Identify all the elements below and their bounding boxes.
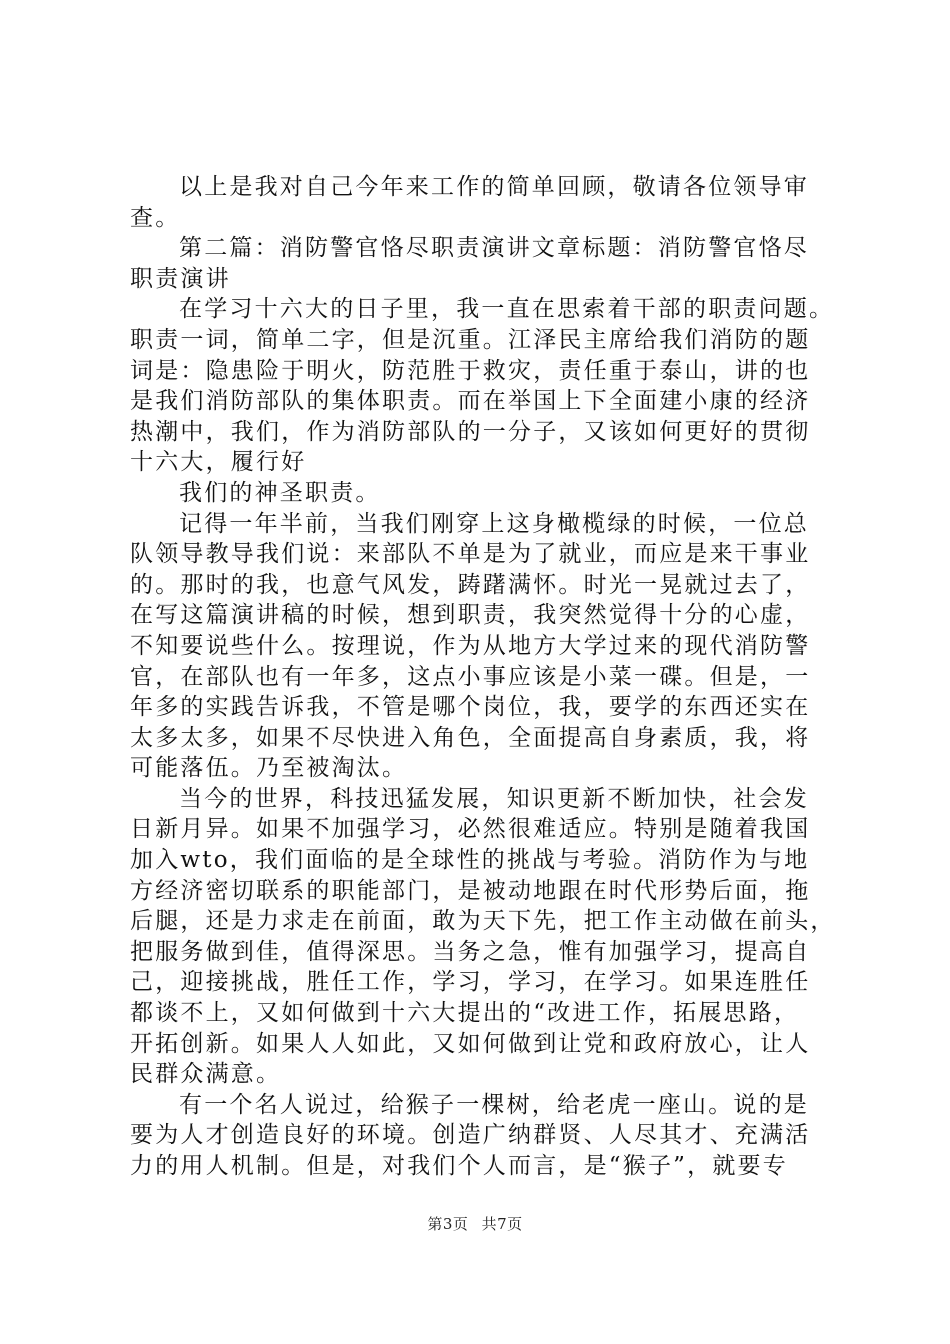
text-line: 职责一词，简单二字，但是沉重。江泽民主席给我们消防的题 [130,326,811,353]
text-line: 年多的实践告诉我，不管是哪个岗位，我，要学的东西还实在 [130,694,811,721]
text-line: 队领导教导我们说：来部队不单是为了就业，而应是来干事业 [130,541,811,568]
text-line: 当今的世界，科技迅猛发展，知识更新不断加快，社会发 [179,785,809,812]
text-line: 职责演讲 [130,265,231,292]
text-line: 己，迎接挑战，胜任工作，学习，学习，在学习。如果连胜任 [130,969,811,996]
text-line: 不知要说些什么。按理说，作为从地方大学过来的现代消防警 [130,632,811,659]
text-line: 是我们消防部队的集体职责。而在举国上下全面建小康的经济 [130,388,811,415]
text-line: 我们的神圣职责。 [179,479,381,506]
text-line: 第二篇：消防警官恪尽职责演讲文章标题：消防警官恪尽 [179,235,809,262]
text-line: 太多太多，如果不尽快进入角色，全面提高自身素质，我，将 [130,724,811,751]
text-line: 在写这篇演讲稿的时候，想到职责，我突然觉得十分的心虚， [130,602,811,629]
document-body [130,172,835,1182]
text-line: 开拓创新。如果人人如此，又如何做到让党和政府放心，让人 [130,1030,811,1057]
text-line: 可能落伍。乃至被淘汰。 [130,755,408,782]
text-line: 民群众满意。 [130,1061,282,1088]
text-line: 把服务做到佳，值得深思。当务之急，惟有加强学习，提高自 [130,938,811,965]
text-line: 力的用人机制。但是，对我们个人而言，是“猴子”，就要专 [130,1153,788,1179]
text-line: 方经济密切联系的职能部门，是被动地跟在时代形势后面，拖 [130,877,811,904]
page-number: 第3页 [427,1215,469,1233]
text-line: 词是：隐患险于明火，防范胜于救灾，责任重于泰山，讲的也 [130,357,811,384]
text-line: 查。 [130,204,181,231]
text-line: 要为人才创造良好的环境。创造广纳群贤、人尽其才、充满活 [130,1122,811,1149]
text-line: 后腿，还是力求走在前面，敢为天下先，把工作主动做在前头， [130,908,836,935]
text-line: 官，在部队也有一年多，这点小事应该是小菜一碟。但是，一 [130,663,811,690]
text-line: 在学习十六大的日子里，我一直在思索着干部的职责问题。 [179,296,835,323]
text-line: 都谈不上，又如何做到十六大提出的“改进工作，拓展思路， [130,1000,800,1027]
page-footer [0,1213,950,1234]
text-line: 十六大，履行好 [130,449,307,476]
text-line: 有一个名人说过，给猴子一棵树，给老虎一座山。说的是 [179,1091,809,1118]
page-total: 共7页 [481,1215,523,1233]
text-line: 加入wto，我们面临的是全球性的挑战与考验。消防作为与地 [130,847,810,874]
text-line: 记得一年半前，当我们刚穿上这身橄榄绿的时候，一位总 [179,510,809,537]
text-line: 热潮中，我们，作为消防部队的一分子，又该如何更好的贯彻 [130,418,811,445]
text-line: 日新月异。如果不加强学习，必然很难适应。特别是随着我国 [130,816,811,843]
text-line: 的。那时的我，也意气风发，踌躇满怀。时光一晃就过去了， [130,571,811,598]
text-line: 以上是我对自己今年来工作的简单回顾，敬请各位领导审 [179,174,809,200]
